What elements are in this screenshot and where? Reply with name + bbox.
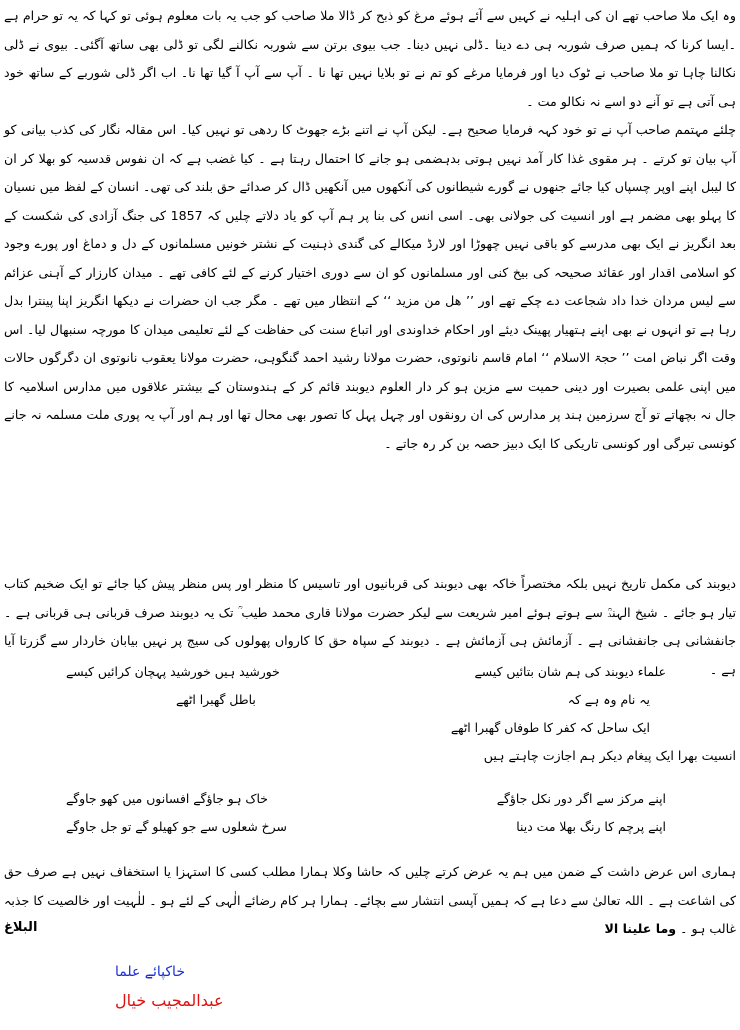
verse-1-line-3-first-hemistich: ایک ساحل کہ کفر کا طوفاں گھبرا اٹھے [450,720,650,735]
verse-2-line-1-second-hemistich: خاک ہو جاؤگے افسانوں میں کھو جاوگے [66,791,268,806]
verse-1-line-1 [66,658,666,686]
verse-1-line-2 [66,686,666,714]
verse-2-line-1-first-hemistich: اپنے مرکز سے اگر دور نکل جاؤگے [496,791,666,806]
verse-1-line-2-second-hemistich: باطل گھبرا اٹھے [176,692,256,707]
verse-1-line-2-first-hemistich: یہ نام وہ ہے کہ [567,692,650,707]
signature-name: عبدالمجیب خیال [115,991,224,1010]
paragraph-3: دیوبند کی مکمل تاریخ نہیں بلکہ مختصراً خاکہ بھی دیوبند کی قربانیوں اور تاسیس کا منظر اور پس منظر پیش کیا جائے تو ایک ضخیم کتاب تیار ہو جائے ۔ شیخ الہندؒ سے ہوتے ہوئے امیر شریعت سے لیکر حضرت مولانا قاری محمد طیب ؒ تک یہ دیوبند صرف قربانی ہی قربانی ہے ۔ جانفشانی ہی جانفشانی ہے ۔ آزمائش ہی آزمائش ہے ۔ دیوبند کے سپاہ حق کا کارواں پھولوں کی سیج پر نہیں بیابان خاردار سے گزرتا آیا ہے ۔ [4,576,736,677]
verse-2-line-2-second-hemistich: سرخ شعلوں سے جو کھیلو گے تو جل جاوگے [66,819,287,834]
verse-2-line-1 [66,785,666,813]
signature-title: خاکپائے علما [115,964,185,980]
paragraph-2: چلئے مہتمم صاحب آپ نے تو خود کہہ فرمایا صحیح ہے۔ لیکن آپ نے اتنے بڑے جھوٹ کا ردھی تو نہیں کیا۔ اس مقالہ نگار کی کذب بیانی کو آپ بیان تو کرتے ۔ ہر مقوی غذا کار آمد نہیں ہوتی بدہضمی ہو جانے کا احتمال رہتا ہے ۔ کیا غضب ہے کہ ان نفوس قدسیہ کو بھلا کر ان کا لیبل اپنے اوپر چسپاں کیا جائے جنھوں نے گورے شیطانوں کی آنکھوں میں آنکھیں ڈال کر صدائے حق بلند کی تھی۔ انسان کے لفظ میں نسیان کا پہلو بھی مضمر ہے اور انسیت کی جولانی بھی۔ اسی انس کی بنا پر ہم آپ کو یاد دلاتے چلیں کہ 1857 کی جنگ آزادی کی شکست کے بعد انگریز نے ایک بھی مدرسے کو باقی نہیں چھوڑا اور لارڈ میکالے کی گندی ذہنیت کے نشتر خونیں مسلمانوں کے دل و دماغ اور پورے وجود کو اسلامی اقدار اور عقائد صحیحہ کی بیخ کنی اور مسلمانوں کو ان سے دوری اختیار کرنے کے لئے کافی تھے ۔ میدان کارزار کے آہنی عزائم سے لیس مردان خدا داد شجاعت دے چکے تھے اور ’’ ھل من مزید ‘‘ کے انتظار میں تھے ۔ مگر جب ان حضرات نے دیکھا انگریز اپنا پینترا بدل رہا ہے تو انہوں نے بھی اپنے ہتھیار پھینک دیئے اور احکام خداوندی اور اتباع سنت کی حفاظت کے لئے تعلیمی میدان کا مورچہ سنبھال لیا۔ اس وقت اگر نباض امت ’’ حجۃ الاسلام ‘‘ امام قاسم نانوتوی، حضرت مولانا رشید احمد گنگوہی، حضرت مولانا یعقوب نانوتوی ان دگرگوں حالات میں اپنی علمی بصیرت اور دینی حمیت سے مزین ہو کر دار العلوم دیوبند قائم کر کے ہندوستان کے بیشتر علاقوں میں مدارس اسلامیہ کا جال نہ بچھاتے تو آج سرزمین ہند پر مدارس کی ان رونقوں اور چہل پہل کا تصور بھی محال تھا اور ہم اور آپ یہ پوری ملت مسلمہ نہ جانے کونسی تیرگی اور کونسی تاریکی کا ایک دبیز حصہ بن کر رہ جاتے ۔ [4,122,736,451]
verse-2-line-2-first-hemistich: اپنے پرچم کا رنگ بھلا مت دینا [516,819,666,834]
closing-phrase: وما علینا الا [604,921,677,936]
bridge-line: انسیت بھرا ایک پیغام دیکر ہم اجازت چاہتے ہیں [483,748,736,763]
verse-1-line-1-second-hemistich: خورشید ہیں خورشید پہچان کرائیں کیسے [66,664,280,679]
final-paragraph-text: ہماری اس عرض داشت کے ضمن میں ہم یہ عرض کرتے چلیں کہ حاشا وکلا ہمارا مطلب کسی کا استہزا یا استخفاف نہیں ہے صرف حق کی اشاعت ہے ۔ اللہ تعالیٰ سے دعا ہے کہ ہمیں آپسی انتشار سے بچائے۔ ہمارا ہر کام رضائے الٰہی کے لئے ہو ۔ للٰہیت اور خالصیت کا جذبہ غالب ہو ۔ [4,864,736,936]
verse-1-line-1-first-hemistich: علماء دیوبند کی ہم شان بتائیں کیسے [474,664,666,679]
paragraph-1: وہ ایک ملا صاحب تھے ان کی اہلیہ نے کہیں سے آئے ہوئے مرغ کو ذبح کر ڈالا ملا صاحب کو جب یہ بات معلوم ہوئی تو کہا کہ یہ تو حرام ہے ۔ایسا کرنا کہ ہمیں صرف شوربہ ہی دے دینا ۔ڈلی نہیں دینا۔ جب بیوی برتن سے شوربہ نکالنے لگی تو ڈلی بھی ساتھ آگئی۔ بیوی نے ڈلی نکالنا چاہا تو ملا صاحب نے ٹوک دیا اور فرمایا مرغے کو تم نے تو بلایا نہیں تھا نا ۔ آپ سے آپ آ گیا تھا نا۔ اب اگر ڈلی شوربے کے ساتھ خود ہی آتی ہے تو آنے دو اسے نہ نکالو مت ۔ [4,8,736,109]
verse-2 [66,785,666,841]
verse-2-line-2 [66,813,666,841]
final-paragraph [4,858,736,944]
verse-1 [66,658,666,742]
closing-balagh: البلاغ [4,920,38,935]
verse-1-line-3 [66,714,666,742]
